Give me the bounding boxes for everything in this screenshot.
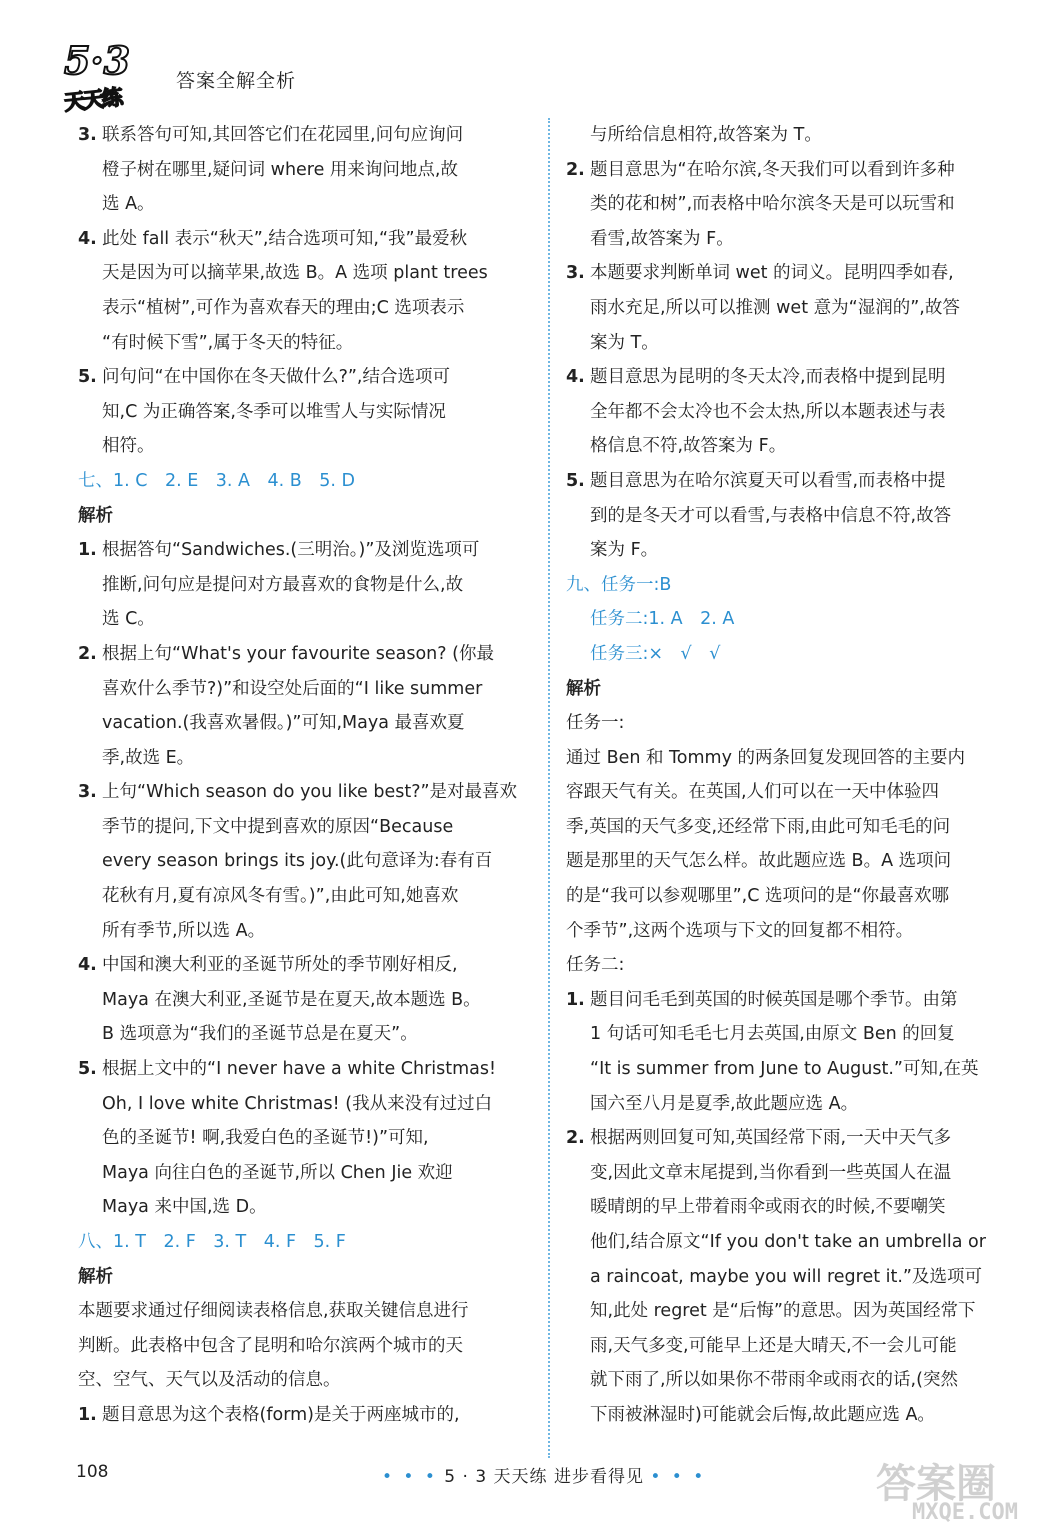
explanation-line: 看雪,故答案为 F。 (590, 228, 734, 249)
paragraph-line: 通过 Ben 和 Tommy 的两条回复发现回答的主要内 (566, 747, 965, 768)
answer-explanation-item (78, 1052, 530, 1225)
explanation-line: 下雨被淋湿时)可能就会后悔,故此题应选 A。 (590, 1404, 935, 1425)
explanation-line: 变,因此文章末尾提到,当你看到一些英国人在温 (590, 1162, 952, 1183)
explanation-line: 雨水充足,所以可以推测 wet 意为“湿润的”,故答 (590, 297, 960, 318)
watermark-text: 答案圈 (876, 1461, 996, 1507)
explanation-line: 知,C 为正确答案,冬季可以堆雪人与实际情况 (102, 401, 446, 422)
item-number: 1. (566, 989, 585, 1010)
explanation-line: 暖晴朗的早上带着雨伞或雨衣的时候,不要嘲笑 (590, 1197, 946, 1218)
continued-paragraph (566, 118, 998, 153)
explanation-line: every season brings its joy.(此句意译为:春有百 (102, 851, 493, 872)
explanation-line: 4. 中国和澳大利亚的圣诞节所处的季节刚好相反, (102, 948, 530, 983)
footer-dots-left: • • • (382, 1467, 438, 1487)
explanation-line: 季,故选 E。 (102, 747, 195, 768)
footer-slogan (382, 1462, 706, 1487)
item-number: 4. (78, 955, 97, 976)
item-number: 3. (78, 782, 97, 803)
explanation-line: 他们,结合原文“If you don't take an umbrella or (590, 1232, 986, 1252)
answer-explanation-item (78, 948, 530, 1052)
item-number: 5. (566, 470, 585, 491)
explanation-line: 格信息不符,故答案为 F。 (590, 436, 787, 457)
explanation-line: 2. 根据上句“What's your favourite season? (你最 (102, 637, 530, 672)
section-heading: 解析 (566, 678, 601, 699)
explanation-line: 花秋有月,夏有凉风冬有雪。)”,由此可知,她喜欢 (102, 886, 459, 907)
paragraph (566, 741, 998, 949)
explanation-line: 案为 T。 (590, 332, 659, 353)
paragraph-line: 与所给信息相符,故答案为 T。 (590, 125, 822, 145)
explanation-line: 雨,天气多变,可能早上还是大晴天,不一会儿可能 (590, 1335, 957, 1356)
logo-53 (58, 38, 168, 115)
answer-explanation-item (566, 464, 998, 568)
paragraph (566, 948, 998, 983)
explanation-line: 相符。 (102, 436, 155, 457)
answer-key-line: 九、任务一:B (566, 574, 672, 595)
explanation-line: 3. 联系答句可知,其回答它们在花园里,问句应询问 (102, 118, 530, 153)
paragraph-line: 本题要求通过仔细阅读表格信息,获取关键信息进行 (78, 1301, 469, 1322)
explanation-line: 1. 根据答句“Sandwiches.(三明治。)”及浏览选项可 (102, 533, 530, 568)
explanation-line: “有时候下雪”,属于冬天的特征。 (102, 332, 354, 353)
answer-explanation-item (566, 983, 998, 1121)
explanation-line: B 选项意为“我们的圣诞节总是在夏天”。 (102, 1024, 418, 1045)
answer-key-line: 任务二:1. A 2. A (590, 609, 735, 630)
answer-explanation-item (566, 1121, 998, 1432)
explanation-line: 橙子树在哪里,疑问词 where 用来询问地点,故 (102, 159, 458, 180)
explanation-line: 就下雨了,所以如果你不带雨伞或雨衣的话,(突然 (590, 1370, 958, 1391)
footer-dots-right: • • • (650, 1467, 707, 1487)
logo-text: 天天练 (63, 85, 123, 115)
item-number: 5. (78, 1059, 97, 1080)
right-column (566, 118, 998, 1433)
header-title: 答案全解全析 (176, 70, 297, 92)
item-number: 2. (566, 159, 585, 180)
explanation-line: 3. 本题要求判断单词 wet 的词义。昆明四季如春, (590, 256, 998, 291)
explanation-line: 类的花和树”,而表格中哈尔滨冬天是可以玩雪和 (590, 194, 955, 215)
explanation-line: 选 A。 (102, 194, 155, 215)
paragraph-line: 题是那里的天气怎么样。故此题应选 B。A 选项问 (566, 851, 952, 872)
item-number: 5. (78, 367, 97, 388)
answer-explanation-item (78, 360, 530, 464)
explanation-line: 3. 上句“Which season do you like best?”是对最喜欢 (102, 775, 530, 810)
paragraph (78, 1294, 530, 1398)
section-heading: 解析 (78, 505, 113, 526)
item-number: 2. (78, 643, 97, 664)
explanation-line: 5. 根据上文中的“I never have a white Christmas! (102, 1052, 530, 1087)
answer-explanation-item (78, 118, 530, 222)
left-column (78, 118, 530, 1433)
explanation-line: 2. 题目意思为“在哈尔滨,冬天我们可以看到许多种 (590, 153, 998, 188)
page-header (58, 38, 998, 115)
paragraph-line: 任务一: (566, 713, 625, 734)
logo-digits: 5·3 (64, 38, 131, 83)
paragraph-line: 的是“我可以参观哪里”,C 选项问的是“你最喜欢哪 (566, 886, 950, 907)
answer-explanation-item (566, 256, 998, 360)
page-number: 108 (76, 1462, 109, 1482)
explanation-line: 色的圣诞节! 啊,我爱白色的圣诞节!)”可知, (102, 1128, 429, 1149)
answer-explanation-item (78, 775, 530, 948)
paragraph-line: 季,英国的天气多变,还经常下雨,由此可知毛毛的问 (566, 816, 951, 837)
footer-slogan-text: 5 · 3 天天练 进步看得见 (444, 1467, 644, 1487)
explanation-line: Maya 来中国,选 D。 (102, 1197, 267, 1218)
answer-key-line: 八、1. T 2. F 3. T 4. F 5. F (78, 1232, 346, 1252)
section-heading: 解析 (78, 1266, 113, 1287)
item-number: 1. (78, 1404, 97, 1425)
answer-key-line: 任务三:× √ √ (590, 643, 721, 664)
item-number: 3. (566, 263, 585, 284)
explanation-line: a raincoat, maybe you will regret it.”及选项可 (590, 1266, 982, 1287)
explanation-line: 知,此处 regret 是“后悔”的意思。因为英国经常下 (590, 1301, 976, 1322)
answer-explanation-item (566, 153, 998, 257)
explanation-line: 1 句话可知毛毛七月去英国,由原文 Ben 的回复 (590, 1024, 955, 1045)
explanation-line: 选 C。 (102, 609, 155, 630)
item-number: 4. (566, 367, 585, 388)
watermark (876, 1452, 1040, 1530)
explanation-line: 5. 题目意思为在哈尔滨夏天可以看雪,而表格中提 (590, 464, 998, 499)
item-number: 1. (78, 540, 97, 561)
paragraph-line: 容跟天气有关。在英国,人们可以在一天中体验四 (566, 782, 940, 803)
answer-explanation-item (78, 222, 530, 360)
item-number: 4. (78, 228, 97, 249)
explanation-line: Oh, I love white Christmas! (我从来没有过过白 (102, 1093, 493, 1114)
explanation-line: 4. 此处 fall 表示“秋天”,结合选项可知,“我”最爱秋 (102, 222, 530, 257)
explanation-line: 案为 F。 (590, 540, 659, 561)
explanation-line: 1. 题目问毛毛到英国的时候英国是哪个季节。由第 (590, 983, 998, 1018)
explanation-line: “It is summer from June to August.”可知,在英 (590, 1059, 979, 1080)
explanation-line: 国六至八月是夏季,故此题应选 A。 (590, 1093, 859, 1114)
paragraph (566, 706, 998, 741)
explanation-line: Maya 向往白色的圣诞节,所以 Chen Jie 欢迎 (102, 1162, 453, 1183)
explanation-line: 1. 题目意思为这个表格(form)是关于两座城市的, (102, 1398, 530, 1433)
explanation-line: 季节的提问,下文中提到喜欢的原因“Because (102, 816, 454, 837)
column-divider (548, 118, 550, 1458)
explanation-line: Maya 在澳大利亚,圣诞节是在夏天,故本题选 B。 (102, 989, 481, 1010)
paragraph-line: 个季节”,这两个选项与下文的回复都不相符。 (566, 920, 914, 941)
watermark-url: MXQE.COM (912, 1500, 1018, 1525)
paragraph-line: 空、空气、天气以及活动的信息。 (78, 1370, 341, 1391)
answer-explanation-item (566, 360, 998, 464)
answer-key-line: 七、1. C 2. E 3. A 4. B 5. D (78, 470, 356, 491)
explanation-line: 2. 根据两则回复可知,英国经常下雨,一天中天气多 (590, 1121, 998, 1156)
item-number: 3. (78, 125, 97, 145)
answer-explanation-item (78, 1398, 530, 1433)
explanation-line: 推断,问句应是提问对方最喜欢的食物是什么,故 (102, 574, 464, 595)
answer-explanation-item (78, 637, 530, 775)
paragraph-line: 判断。此表格中包含了昆明和哈尔滨两个城市的天 (78, 1335, 463, 1356)
explanation-line: 所有季节,所以选 A。 (102, 920, 266, 941)
explanation-line: 表示“植树”,可作为喜欢春天的理由;C 选项表示 (102, 297, 465, 318)
paragraph-line: 任务二: (566, 955, 625, 976)
explanation-line: vacation.(我喜欢暑假。)”可知,Maya 最喜欢夏 (102, 713, 465, 734)
answer-explanation-item (78, 533, 530, 637)
explanation-line: 到的是冬天才可以看雪,与表格中信息不符,故答 (590, 505, 952, 526)
explanation-line: 4. 题目意思为昆明的冬天太冷,而表格中提到昆明 (590, 360, 998, 395)
explanation-line: 5. 问句问“在中国你在冬天做什么?”,结合选项可 (102, 360, 530, 395)
explanation-line: 喜欢什么季节?)”和设空处后面的“I like summer (102, 678, 483, 699)
item-number: 2. (566, 1128, 585, 1149)
explanation-line: 天是因为可以摘苹果,故选 B。A 选项 plant trees (102, 263, 488, 284)
explanation-line: 全年都不会太冷也不会太热,所以本题表述与表 (590, 401, 946, 422)
